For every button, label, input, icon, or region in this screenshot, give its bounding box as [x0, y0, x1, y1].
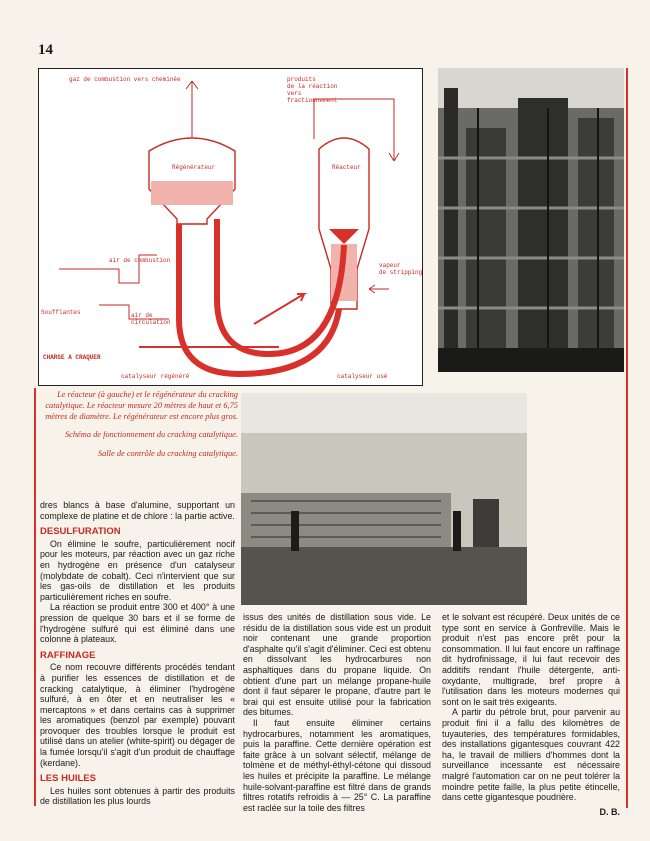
- heading-desulfuration: DESULFURATION: [40, 526, 121, 538]
- label-air-circ-1: air de: [131, 312, 153, 319]
- label-products-1: produits: [287, 76, 316, 83]
- regenerator-bed: [151, 181, 233, 205]
- label-air-circ-2: circulation: [131, 319, 171, 326]
- caption-schema: Schéma de fonctionnement du cracking catalytique.: [64, 430, 238, 440]
- col2-p2: Il faut ensuite éliminer certains hydrocarbures, notamment les aromatiques, puis la paraffine. Cette dernière opération est faite grâce à un solvant sélectif, mélange de tolmène et de méthyl-éthyl-cétone qui dissoud les huiles et précipite la paraffine. Le mélange huile-solvant-paraffine est filtré dans de grands filtres rotatifs refroidis à — 25° C. La paraffine est raclée sur la toile des filtres: [243, 717, 431, 813]
- label-used-catalyst: catalyseur usé: [337, 373, 388, 380]
- label-products-2: de la réaction: [287, 83, 338, 90]
- label-reactor: Réacteur: [332, 164, 361, 171]
- label-products-3: vers: [287, 90, 302, 97]
- control-room-illustration: [241, 393, 527, 605]
- column-1: [40, 500, 235, 807]
- heading-huiles: LES HUILES: [40, 773, 96, 785]
- label-steam-2: de stripping: [379, 269, 422, 276]
- label-steam-1: vapeur: [379, 262, 401, 269]
- page-number: 14: [38, 42, 53, 58]
- label-regenerated-catalyst: catalyseur régénéré: [121, 373, 190, 380]
- column-2: [243, 612, 431, 813]
- heading-raffinage: RAFFINAGE: [40, 649, 96, 661]
- label-products-4: fractionnement: [287, 97, 338, 104]
- label-air-combustion: air de combustion: [109, 257, 171, 264]
- label-flue-gas: gaz de combustion vers cheminée: [69, 76, 181, 83]
- desulf-p1: On élimine le soufre, particulièrement nocif pour les moteurs, par réaction avec un gaz riche en hydrogène en présence d'un catalyseur (molybdate de cobalt). Ceci n'intervient que sur les gas-oils de distillation et les produits particulièrement riches en soufre.: [40, 538, 235, 602]
- label-blowers: Soufflantes: [41, 309, 81, 316]
- refinery-photo: [438, 68, 624, 372]
- catalytic-cracking-diagram: [38, 68, 423, 386]
- caption-control-room: Salle de contrôle du cracking catalytique.: [97, 449, 238, 459]
- lift-arrow: [254, 294, 304, 324]
- col3-p2: A partir du pétrole brut, pour parvenir au produit fini il a fallu des kilomètres de tuyauteries, des températures formidables, des installations gigantesques couvrant 422 ha, le travail de milliers d'hommes dont la surveillance incessante est nécessaire malgré l'automation car on ne peut tolérer la moindre petite faille, la plus petite étincelle, dans cette gigantesque poudrière.: [442, 707, 620, 803]
- left-rule: [34, 388, 36, 806]
- flue-arrow: [186, 81, 198, 147]
- label-charge: CHARGE A CRAQUER: [43, 354, 101, 361]
- col1-intro: dres blancs à base d'alumine, supportant un complexe de platine et de chlore : la partie active.: [40, 500, 235, 521]
- caption-reactor: Le réacteur (à gauche) et le régénérateur du cracking catalytique. Le réacteur mesure 20 mètres de haut et 6,75 mètres de diamètre. Le régénérateur est encore plus gros.: [45, 390, 238, 421]
- col3-p1: et le solvant est récupéré. Deux unités de ce type sont en service à Gonfreville. Mais le produit n'est pas encore prêt pour la consommation. Il lui faut encore un raffinage dit hydrofinissage, il lui faut recevoir des additifs rendant l'huile détergente, anti-oxydante, multigrade, bref propre à l'utilisation dans les moteurs modernes qui sont on le sait très exigeants.: [442, 612, 620, 707]
- control-room-photo: [241, 393, 527, 605]
- steam-arrow: [369, 285, 389, 293]
- captions: [42, 390, 238, 468]
- col2-p1: issus des unités de distillation sous vide. Le résidu de la distillation sous vide est un produit noir contenant une grande proportion d'asphalte qu'il s'agit d'éliminer. Ceci est obtenu en dissolvant les hydrocarbures non asphaltiques dans du propane liquide. On obtient d'une part un mélange propane-huile dont il faut séparer le propane, d'autre part le brai qui est ensuite utilisé pour la fabrication des bitumes.: [243, 612, 431, 718]
- signature: D. B.: [599, 806, 620, 817]
- desulf-p2: La réaction se produit entre 300 et 400° à une pression de quelque 30 bars et il se forme de l'hydrogène sulfuré qui est éliminé dans une colonne à plateaux.: [40, 602, 235, 645]
- column-3: [442, 612, 620, 817]
- raffinage-p1: Ce nom recouvre différents procédés tendant à purifier les essences de distillation et de cracking catalytique, à éliminer l'hydrogène sulfuré, à en ôter et en neutraliser les « mercaptons » et dans certains cas à supprimer les aromatiques (benzol par exemple) pouvant provoquer des troubles lorsque le produit est utilisé dans un atelier (white-spirit) ou dégager de la fumée lorsqu'il s'agit d'un produit de chauffage (kerdane).: [40, 662, 235, 768]
- label-regenerator: Régénérateur: [172, 164, 216, 171]
- refinery-illustration: [438, 68, 624, 372]
- right-rule: [626, 68, 628, 808]
- huiles-p1: Les huiles sont obtenues à partir des produits de distillation les plus lourds: [40, 785, 235, 807]
- process-schematic: [39, 69, 422, 385]
